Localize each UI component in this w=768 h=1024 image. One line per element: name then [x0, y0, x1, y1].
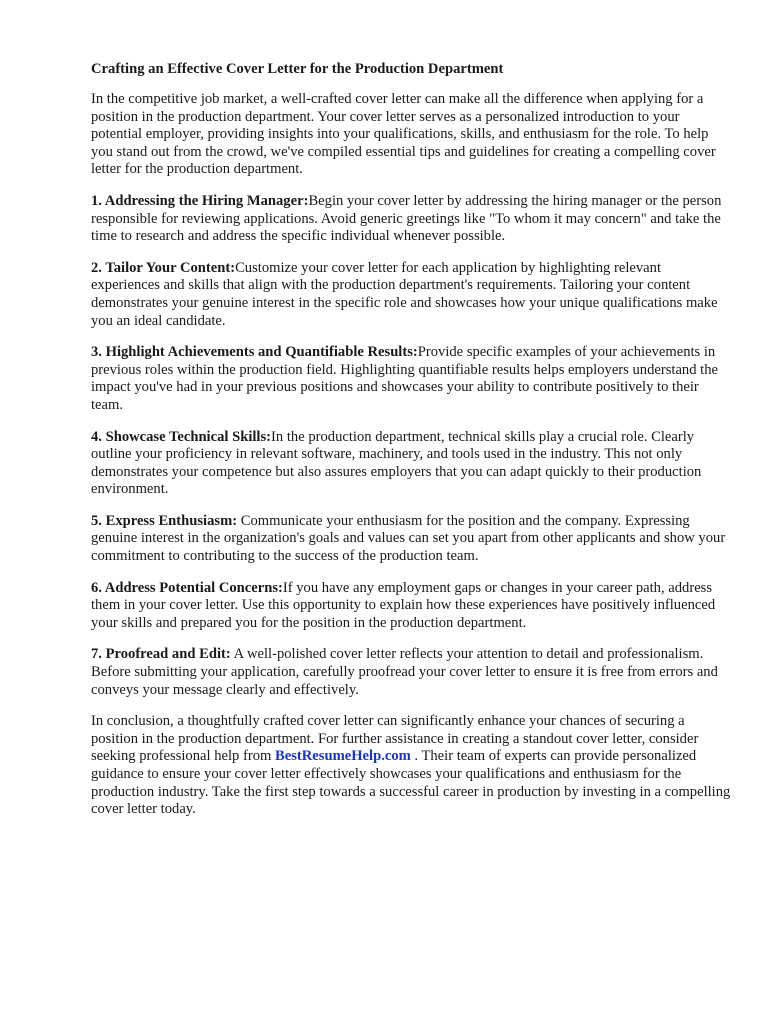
section-4	[91, 429, 733, 499]
document-title: Crafting an Effective Cover Letter for the Production Department	[91, 61, 504, 77]
section-7	[91, 646, 733, 699]
section-3	[91, 344, 733, 414]
bestresumehelp-link[interactable]: BestResumeHelp.com	[275, 748, 411, 765]
section-1-body: Begin your cover letter by addressing the hiring manager or the person responsible for reviewing applications. Avoid generic greetings like "To whom it may concern" and take the time to research and address the specific individual whenever possible.	[91, 192, 722, 245]
section-7-heading: 7. Proofread and Edit:	[91, 646, 231, 663]
section-6-heading: 6. Address Potential Concerns:	[91, 579, 283, 596]
section-3-heading: 3. Highlight Achievements and Quantifiable Results:	[91, 344, 418, 361]
intro-paragraph: In the competitive job market, a well-crafted cover letter can make all the difference when applying for a position in the production department. Your cover letter serves as a personalized introduction to your potential employer, providing insights into your qualifications, skills, and enthusiasm for the role. To help you stand out from the crowd, we've compiled essential tips and guidelines for creating a compelling cover letter for the production department.	[91, 91, 716, 178]
section-2	[91, 260, 733, 330]
document-page	[91, 60, 733, 833]
section-6	[91, 580, 733, 633]
section-4-heading: 4. Showcase Technical Skills:	[91, 428, 272, 445]
section-2-heading: 2. Tailor Your Content:	[91, 259, 236, 276]
section-5	[91, 513, 733, 566]
section-6-body: If you have any employment gaps or changes in your career path, address them in your cover letter. Use this opportunity to explain how these experiences have positively influenced your skills and prepared you for the position in the production department.	[91, 579, 716, 631]
section-3-body: Provide specific examples of your achievements in previous roles within the production field. Highlighting quantifiable results helps employers understand the impact you've had in your previous positions and showcases your ability to contribute positively to their team.	[91, 344, 719, 413]
section-7-body: A well-polished cover letter reflects your attention to detail and professionalism. Before submitting your application, carefully proofread your cover letter to ensure it is free from errors and conveys your message clearly and effectively.	[91, 646, 718, 698]
conclusion-before-link: In conclusion, a thoughtfully crafted cover letter can significantly enhance your chances of securing a position in the production department. For further assistance in creating a standout cover letter, consider seeking professional help from	[91, 713, 699, 765]
section-2-body: Customize your cover letter for each application by highlighting relevant experiences and skills that align with the production department's requirements. Tailoring your content demonstrates your genuine interest in the specific role and showcases how your unique qualifications make you an ideal candidate.	[91, 259, 718, 329]
conclusion-paragraph	[91, 713, 733, 819]
section-5-heading: 5. Express Enthusiasm:	[91, 512, 238, 529]
section-4-body: In the production department, technical skills play a crucial role. Clearly outline your proficiency in relevant software, machinery, and tools used in the industry. This not only demonstrates your competence but also assures employers that you can adapt quickly to their production environment.	[91, 428, 702, 498]
conclusion-after-link: . Their team of experts can provide personalized guidance to ensure your cover letter effectively showcases your qualifications and enthusiasm for the production industry. Take the first step towards a successful career in production by investing in a compelling cover letter today.	[91, 748, 731, 818]
section-1	[91, 193, 733, 246]
section-5-body: Communicate your enthusiasm for the position and the company. Expressing genuine interest in the organization's goals and values can set you apart from other applicants and show your commitment to contributing to the success of the production team.	[91, 512, 726, 565]
section-1-heading: 1. Addressing the Hiring Manager:	[91, 192, 309, 209]
